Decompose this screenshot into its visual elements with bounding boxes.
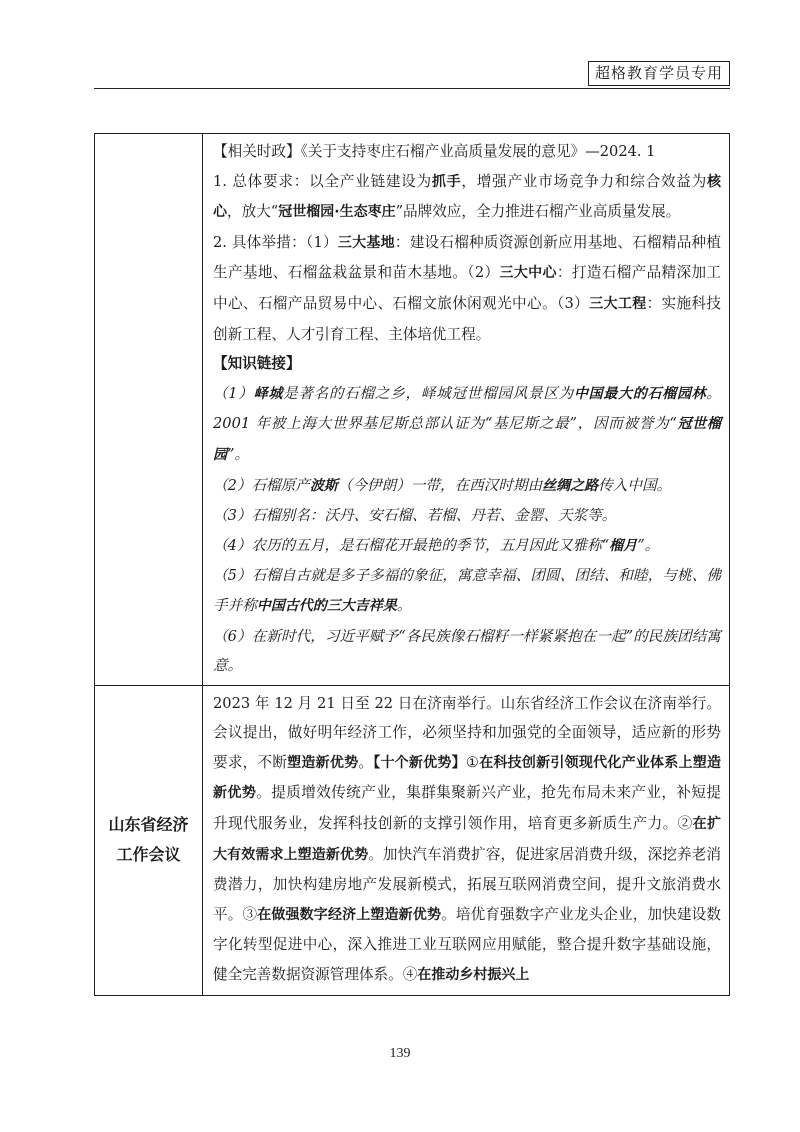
row-label-shandong-economic-work-conference: 山东省经济 工作会议: [95, 685, 203, 995]
keyword: 核心: [213, 173, 721, 221]
keyword: 三大工程: [589, 295, 647, 312]
keyword: 在扩大有效需求上塑造新优势: [213, 816, 721, 863]
table-row: [95, 134, 730, 686]
keyword: 丝绸之路: [542, 477, 599, 494]
keyword: 在推动乡村振兴上: [417, 967, 530, 984]
knowledge-item-2: （2）石榴原产波斯（今伊朗）一带，在西汉时期由丝绸之路传入中国。: [213, 476, 672, 494]
keyword: 塑造新优势: [287, 754, 359, 771]
knowledge-item-5: （5）石榴自古就是多子多福的象征，寓意幸福、团圆、团结、和睦，与桃、佛手并称中国古代的三大吉祥果。: [213, 567, 721, 614]
knowledge-item-6: （6）在新时代，习近平赋予“各民族像石榴籽一样紧紧抱在一起”的民族团结寓意。: [213, 627, 721, 675]
policy-heading: [213, 137, 721, 167]
keyword: 波斯: [309, 477, 338, 494]
keyword: 抓手: [431, 173, 462, 190]
ten-advantages-tag: 【十个新优势】: [373, 754, 466, 771]
keyword: 榴月: [609, 537, 638, 554]
keyword: 在科技创新引领现代化产业体系上塑造新优势: [213, 754, 722, 802]
conference-text: 2023 年 12 月 21 日至 22 日在济南举行。山东省经济工作会议在济南举行。会议提出，做好明年经济工作，必须坚持和加强党的全面领导，适应新的形势要求，不断塑造新优势。【十个新优势】①在科技创新引领现代化产业体系上塑造新优势。提质增效传统产业，集群集聚新兴产业，抢先布局未来产业，补短提升现代服务业，发挥科技创新的支撑引领作用，培育更多新质生产力。②在扩大有效需求上塑造新优势。加快汽车消费扩容，促进家居消费升级，深挖养老消费潜力，加快构建房地产发展新模式，拓展互联网消费空间，提升文旅消费水平。③在做强数字经济上塑造新优势。培优育强数字产业龙头企业，加快建设数字化转型促进中心，深入推进工业互联网应用赋能，整合提升数字基础设施，健全完善数据资源管理体系。④在推动乡村振兴上: [213, 694, 722, 984]
keyword: 峄城: [253, 385, 284, 402]
keyword: 三大中心: [499, 265, 557, 282]
keyword: 冠世榴园·生态枣庄: [278, 204, 396, 221]
keyword: 中国最大的石榴园林: [573, 385, 707, 402]
table-row: [95, 685, 730, 995]
knowledge-item-3: （3）石榴别名：沃丹、安石榴、若榴、丹若、金罂、天浆等。: [213, 507, 617, 525]
keyword: 中国古代的三大吉祥果: [256, 597, 397, 614]
policy-specific-measures: 2. 具体举措：（1）三大基地：建设石榴种质资源创新应用基地、石榴精品种植生产基地、石榴盆栽盆景和苗木基地。（2）三大中心：打造石榴产品精深加工中心、石榴产品贸易中心、石榴文旅休闲观光中心。（3）三大工程：实施科技创新工程、人才引育工程、主体培优工程。: [213, 233, 721, 343]
keyword: 在做强数字经济上塑造新优势: [257, 906, 442, 923]
header-rule: [94, 88, 730, 89]
policy-tag: 【相关时政】: [213, 143, 301, 160]
economic-conference-cell: [203, 685, 730, 995]
row-label-empty: [95, 134, 203, 686]
knowledge-item-1: （1）峄城是著名的石榴之乡，峄城冠世榴园风景区为中国最大的石榴园林。2001 年被上海大世界基尼斯总部认证为“基尼斯之最”，因而被誉为“冠世榴园”。: [213, 384, 722, 463]
pomegranate-policy-cell: [203, 134, 730, 686]
content-table: [94, 133, 730, 996]
keyword: 三大基地: [337, 234, 395, 251]
keyword: 冠世榴园: [213, 416, 722, 463]
header-badge: 超格教育学员专用: [588, 61, 730, 86]
knowledge-item-4: （4）农历的五月，是石榴花开最艳的季节，五月因此又雅称“榴月”。: [213, 536, 660, 554]
knowledge-tag: 【知识链接】: [213, 355, 301, 373]
page-number: 139: [389, 1046, 411, 1061]
policy-overall-requirement: 1. 总体要求：以全产业链建设为抓手，增强产业市场竞争力和综合效益为核心，放大“冠世榴园·生态枣庄”品牌效应，全力推进石榴产业高质量发展。: [213, 172, 721, 221]
policy-title: 《关于支持枣庄石榴产业高质量发展的意见》—2024. 1: [300, 143, 656, 160]
